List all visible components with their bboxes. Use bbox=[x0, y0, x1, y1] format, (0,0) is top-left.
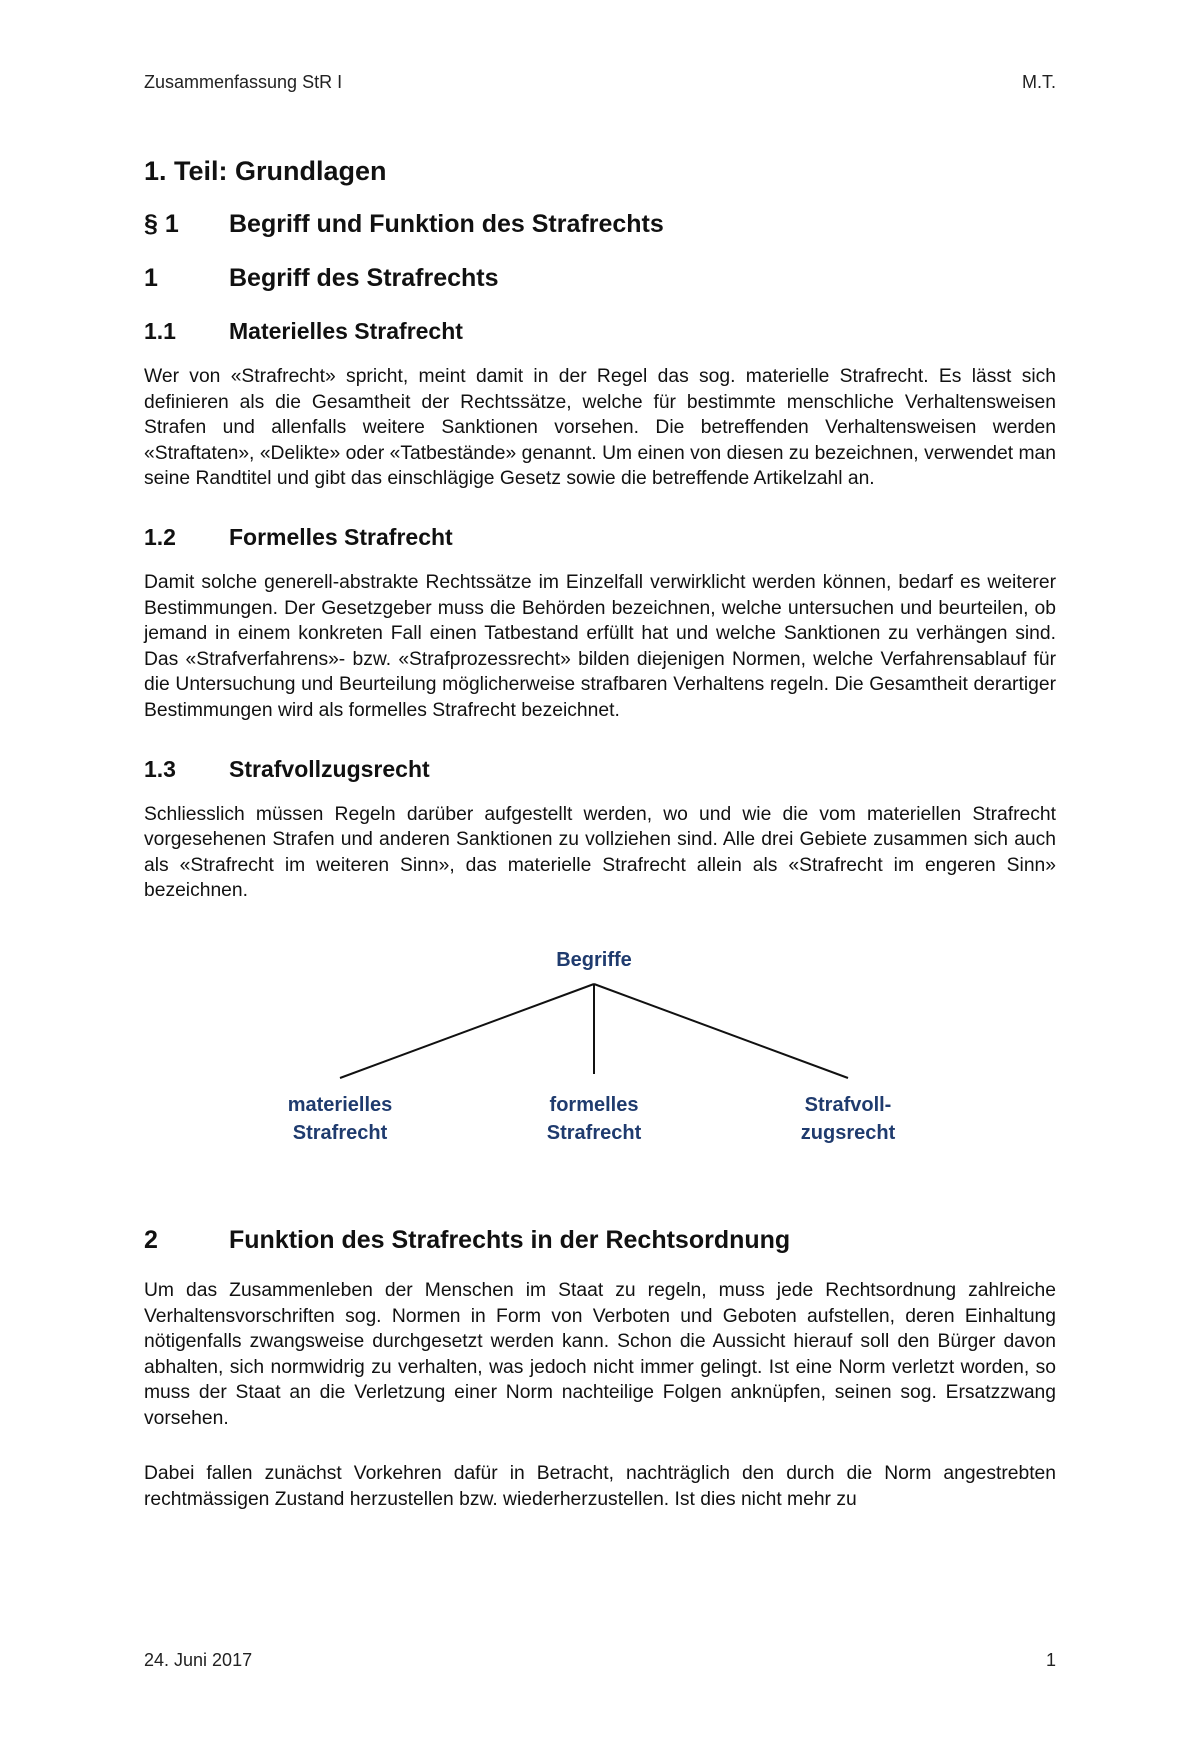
part-title: 1. Teil: Grundlagen bbox=[144, 156, 387, 186]
subsection-heading-1 bbox=[144, 262, 1056, 294]
heading-number: 1.3 bbox=[144, 755, 176, 782]
page-footer bbox=[144, 1650, 1056, 1671]
subsection-number: 2 bbox=[144, 1225, 158, 1254]
subsection-heading-2 bbox=[144, 1224, 1056, 1256]
heading-title: Materielles Strafrecht bbox=[229, 318, 463, 344]
heading-title: Formelles Strafrecht bbox=[229, 523, 453, 550]
section-title: Begriff und Funktion des Strafrechts bbox=[229, 210, 664, 238]
diagram-left-label: materielles Strafrecht bbox=[287, 1093, 393, 1144]
heading-1-3 bbox=[144, 754, 1056, 784]
branch-line-left bbox=[340, 984, 594, 1078]
heading-title: Strafvollzugsrecht bbox=[229, 755, 430, 782]
paragraph-funktion-1: Um das Zusammenleben der Menschen im Staat zu regeln, muss jede Rechtsordnung zahlreiche Verhaltensvorschriften sog. Normen in Form von Verboten und Geboten aufstellen, deren Einhaltung nötigenfalls zwangsweise durchgesetzt werden kann. Schon die Aussicht hierauf soll den Bürger davon abhalten, sich normwidrig zu verhalten, was jedoch nicht immer gelingt. Ist eine Norm verletzt worden, so muss der Staat an die Verletzung einer Norm nachteilige Folgen anknüpfen, seinen sog. Ersatzzwang vorsehen. bbox=[144, 1279, 1056, 1429]
page-header bbox=[144, 72, 1056, 93]
diagram-root-label: Begriffe bbox=[556, 948, 632, 971]
section-heading bbox=[144, 208, 1056, 240]
heading-1-2 bbox=[144, 522, 1056, 552]
paragraph-funktion-2: Dabei fallen zunächst Vorkehren dafür in Betracht, nachträglich den durch die Norm angestrebten rechtmässigen Zustand herzustellen bzw. wiederherzustellen. Ist dies nicht mehr zu bbox=[144, 1463, 1056, 1511]
subsection-title: Begriff des Strafrechts bbox=[229, 264, 499, 292]
begriffe-diagram bbox=[144, 934, 1056, 1160]
header-title: Zusammenfassung StR I bbox=[144, 72, 343, 92]
section-number: § 1 bbox=[144, 210, 179, 238]
header-author: M.T. bbox=[1022, 72, 1056, 92]
subsection-title: Funktion des Strafrechts in der Rechtsordnung bbox=[229, 1225, 791, 1254]
heading-1-1 bbox=[144, 316, 1056, 346]
paragraph-formelles: Damit solche generell-abstrakte Rechtssätze im Einzelfall verwirklicht werden können, bedarf es weiterer Bestimmungen. Der Gesetzgeber muss die Behörden bezeichnen, welche untersuchen und beurteilen, ob jemand in einem konkreten Fall einen Tatbestand erfüllt hat und welche Sanktionen zu verhängen sind. Das «Strafverfahrens»- bzw. «Strafprozessrecht» bilden diejenigen Normen, welche Verfahrensablauf für die Untersuchung und Beurteilung möglicherweise strafbaren Verhaltens regeln. Die Gesamtheit derartiger Bestimmungen wird als formelles Strafrecht bezeichnet. bbox=[144, 571, 1056, 721]
paragraph-strafvollzug: Schliesslich müssen Regeln darüber aufgestellt werden, wo und wie die vom materiellen Strafrecht vorgesehenen Strafen und anderen Sanktionen zu vollziehen sind. Alle drei Gebiete zusammen sich auch als «Strafrecht im weiteren Sinn», das materielle Strafrecht allein als «Strafrecht im engeren Sinn» bezeichnen. bbox=[144, 803, 1056, 902]
paragraph-materielles: Wer von «Strafrecht» spricht, meint damit in der Regel das sog. materielle Strafrecht. Es lässt sich definieren als die Gesamtheit der Rechtssätze, welche für bestimmte menschliche Verhaltensweisen Strafen und allenfalls weitere Sanktionen vorsehen. Die betreffenden Verhaltensweisen werden «Straftaten», «Delikte» oder «Tatbestände» genannt. Um einen von diesen zu bezeichnen, verwendet man seine Randtitel und gibt das einschlägige Gesetz sowie die betreffende Artikelzahl an. bbox=[144, 366, 1056, 490]
subsection-number: 1 bbox=[144, 264, 158, 292]
diagram-middle-label: formelles Strafrecht bbox=[546, 1093, 642, 1144]
heading-number: 1.1 bbox=[144, 318, 176, 344]
page-number: 1 bbox=[1045, 1650, 1056, 1670]
footer-date: 24. Juni 2017 bbox=[144, 1650, 253, 1670]
diagram-right-label: Strafvoll- zugsrecht bbox=[800, 1093, 896, 1144]
heading-number: 1.2 bbox=[144, 523, 176, 550]
page-content bbox=[144, 154, 1056, 1513]
branch-line-right bbox=[594, 984, 848, 1078]
